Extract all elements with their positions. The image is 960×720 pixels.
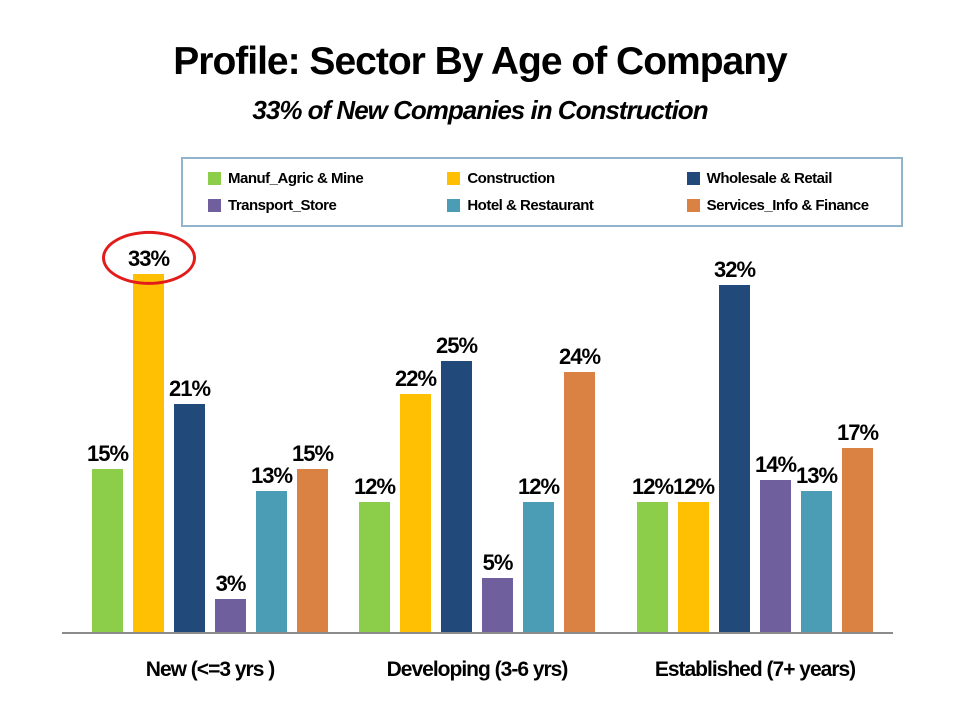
bar-value-label: 22% <box>394 366 437 391</box>
legend-item-services-info-finance <box>662 197 901 214</box>
bar-col-manuf-agric-mine-developing-3-6-yrs <box>353 474 396 632</box>
legend-swatch-icon <box>447 172 460 185</box>
legend-label: Hotel & Restaurant <box>467 197 594 215</box>
bar-col-manuf-agric-mine-established-7-years <box>631 474 674 632</box>
legend-label: Manuf_Agric & Mine <box>228 169 364 187</box>
bar-col-hotel-restaurant-established-7-years <box>795 463 838 632</box>
bar-col-construction-established-7-years <box>672 474 715 632</box>
legend-item-transport-store <box>183 197 422 214</box>
bar-value-label: 15% <box>86 441 129 466</box>
x-axis-label-established-7-years: Established (7+ years) <box>654 658 856 681</box>
x-axis-label-developing-3-6-yrs: Developing (3-6 yrs) <box>386 658 568 681</box>
bar-manuf-agric-mine <box>359 502 390 632</box>
bar-group-established-7-years <box>631 257 879 632</box>
bar-col-wholesale-retail-developing-3-6-yrs <box>435 333 478 632</box>
bar-transport-store <box>215 599 246 632</box>
legend-item-construction <box>422 170 661 187</box>
bar-col-transport-store-developing-3-6-yrs <box>482 552 513 632</box>
bar-hotel-restaurant <box>523 502 554 632</box>
bar-construction <box>133 274 164 632</box>
bar-value-label: 12% <box>517 474 560 499</box>
bar-manuf-agric-mine <box>92 469 123 632</box>
bar-value-label: 17% <box>836 420 879 445</box>
legend-swatch-icon <box>208 199 221 212</box>
bar-hotel-restaurant <box>256 491 287 632</box>
bar-value-label: 13% <box>250 463 293 488</box>
legend-label: Transport_Store <box>228 197 337 215</box>
bar-value-label: 14% <box>754 452 797 477</box>
bar-value-label: 24% <box>558 344 601 369</box>
bar-value-label: 33% <box>128 248 169 270</box>
bar-group-new-3-yrs <box>86 246 334 632</box>
bar-col-wholesale-retail-new-3-yrs <box>168 376 211 632</box>
bar-col-services-info-finance-new-3-yrs <box>291 441 334 632</box>
legend-label: Wholesale & Retail <box>706 169 832 187</box>
bar-construction <box>678 502 709 632</box>
legend-swatch-icon <box>447 199 460 212</box>
bar-transport-store <box>482 578 513 632</box>
bar-col-services-info-finance-developing-3-6-yrs <box>558 344 601 632</box>
bar-wholesale-retail <box>719 285 750 632</box>
x-axis-labels <box>62 658 893 688</box>
bar-col-construction-developing-3-6-yrs <box>394 366 437 632</box>
legend-label: Services_Info & Finance <box>706 197 869 215</box>
bar-col-wholesale-retail-established-7-years <box>713 257 756 632</box>
chart-subtitle: 33% of New Companies in Construction <box>252 95 708 125</box>
bar-col-manuf-agric-mine-new-3-yrs <box>86 441 129 632</box>
bar-services-info-finance <box>564 372 595 632</box>
bar-hotel-restaurant <box>801 491 832 632</box>
bar-wholesale-retail <box>174 404 205 632</box>
bar-value-label: 12% <box>353 474 396 499</box>
bar-col-hotel-restaurant-new-3-yrs <box>250 463 293 632</box>
legend-item-wholesale-retail <box>662 170 901 187</box>
bar-value-label: 12% <box>631 474 674 499</box>
legend-swatch-icon <box>687 172 700 185</box>
legend <box>181 157 903 227</box>
bar-manuf-agric-mine <box>637 502 668 632</box>
bar-col-transport-store-established-7-years <box>754 452 797 632</box>
bar-group-developing-3-6-yrs <box>353 333 601 632</box>
bar-services-info-finance <box>297 469 328 632</box>
bar-col-transport-store-new-3-yrs <box>215 573 246 632</box>
bar-transport-store <box>760 480 791 632</box>
bar-value-label: 12% <box>672 474 715 499</box>
x-axis-label-new-3-yrs: New (<=3 yrs ) <box>145 658 275 681</box>
legend-swatch-icon <box>208 172 221 185</box>
legend-item-manuf-agric-mine <box>183 170 422 187</box>
bar-services-info-finance <box>842 448 873 632</box>
bar-value-label: 21% <box>168 376 211 401</box>
bar-construction <box>400 394 431 632</box>
plot-area <box>62 242 893 634</box>
bar-value-label: 3% <box>215 571 246 596</box>
legend-item-hotel-restaurant <box>422 197 661 214</box>
legend-label: Construction <box>467 169 555 187</box>
bar-value-label: 13% <box>795 463 838 488</box>
bar-value-label: 25% <box>435 333 478 358</box>
bar-value-label: 32% <box>713 257 756 282</box>
bar-value-label: 15% <box>291 441 334 466</box>
bar-col-construction-new-3-yrs <box>127 246 170 632</box>
bar-col-services-info-finance-established-7-years <box>836 420 879 632</box>
chart-title: Profile: Sector By Age of Company <box>173 40 787 83</box>
bar-col-hotel-restaurant-developing-3-6-yrs <box>517 474 560 632</box>
bar-value-label: 5% <box>482 550 513 575</box>
bar-wholesale-retail <box>441 361 472 632</box>
legend-swatch-icon <box>687 199 700 212</box>
